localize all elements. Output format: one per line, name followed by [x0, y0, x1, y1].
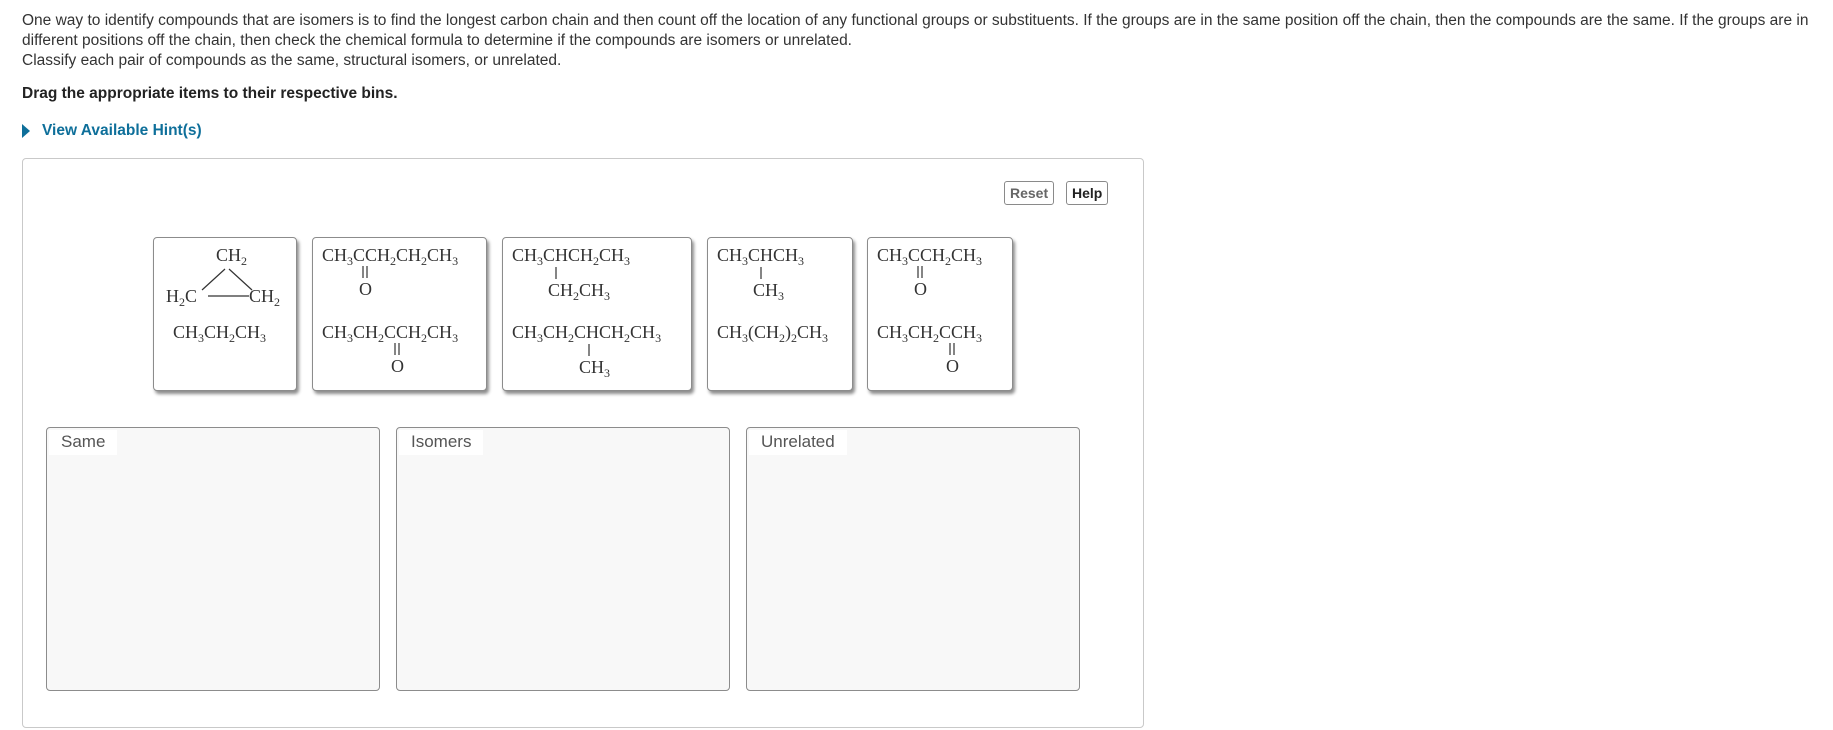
view-hints-link[interactable]	[22, 122, 202, 140]
caret-right-icon	[22, 124, 30, 138]
intro-paragraph: One way to identify compounds that are isomers is to find the longest carbon chain and then count off the location of any functional groups or substituents. If the groups are in the same position off the chain, then the compounds are the same. If the groups are in different positions off the chain, then check the chemical formula to determine if the compounds are isomers or unrelated.	[22, 12, 1809, 49]
svg-text:CH3CH2CH3: $CH_3CH_2CH_3$	[173, 322, 267, 345]
drag-drop-panel	[22, 158, 1144, 728]
drag-instruction: Drag the appropriate items to their respective bins.	[22, 85, 398, 102]
svg-text:CH2: $CH_2$	[249, 286, 281, 309]
compound-tile-butanes[interactable]	[707, 237, 853, 391]
svg-text:CH3CH2CCH2CH3: $CH_3CH_2CCH_2CH_3$	[322, 322, 459, 345]
compound-structures	[868, 238, 1012, 390]
svg-text:CH3CCH2CH3: $CH_3CCH_2CH_3$	[877, 245, 983, 268]
svg-text:CH3CHCH3: $CH_3CHCH_3$	[717, 245, 805, 268]
bin-label: Isomers	[399, 430, 483, 455]
compound-tile-butanones[interactable]	[867, 237, 1013, 391]
compound-structures	[154, 238, 296, 390]
svg-text:CH3(CH2)2CH3: $CH_3(CH_2)_2CH_3$	[717, 322, 829, 345]
svg-text:O: O	[391, 356, 404, 376]
svg-text:O: O	[946, 356, 959, 376]
svg-text:CH3CCH2CH2CH3: $CH_3CCH_2CH_2CH_3$	[322, 245, 459, 268]
problem-intro	[22, 11, 1812, 71]
svg-text:O: O	[914, 279, 927, 299]
svg-text:CH3CHCH2CH3: $CH_3CHCH_2CH_3$	[512, 245, 631, 268]
bin-isomers[interactable]	[396, 427, 730, 691]
svg-text:CH3CH2CHCH2CH3: $CH_3CH_2CHCH_2CH_3$	[512, 322, 662, 345]
compound-tile-cyclopropane-propane[interactable]	[153, 237, 297, 391]
compound-structures	[503, 238, 691, 390]
bin-same[interactable]	[46, 427, 380, 691]
compound-structures	[313, 238, 486, 390]
reset-button[interactable]: Reset	[1004, 181, 1054, 205]
svg-text:CH3: $CH_3$	[579, 357, 611, 380]
help-button[interactable]: Help	[1066, 181, 1108, 205]
bin-unrelated[interactable]	[746, 427, 1080, 691]
bin-label: Same	[49, 430, 117, 455]
compound-tile-methylpentanes[interactable]	[502, 237, 692, 391]
compound-structures	[708, 238, 852, 390]
svg-text:CH3: $CH_3$	[753, 280, 785, 303]
svg-text:H2C: $H_2C$	[166, 286, 198, 309]
svg-text:CH2: $CH_2$	[216, 245, 248, 268]
intro-task: Classify each pair of compounds as the same, structural isomers, or unrelated.	[22, 52, 562, 69]
svg-text:O: O	[359, 279, 372, 299]
compound-tile-pentanones[interactable]	[312, 237, 487, 391]
svg-text:CH3CH2CCH3: $CH_3CH_2CCH_3$	[877, 322, 983, 345]
svg-text:CH2CH3: $CH_2CH_3$	[548, 280, 611, 303]
bin-label: Unrelated	[749, 430, 847, 455]
view-hints-label: View Available Hint(s)	[42, 122, 202, 139]
